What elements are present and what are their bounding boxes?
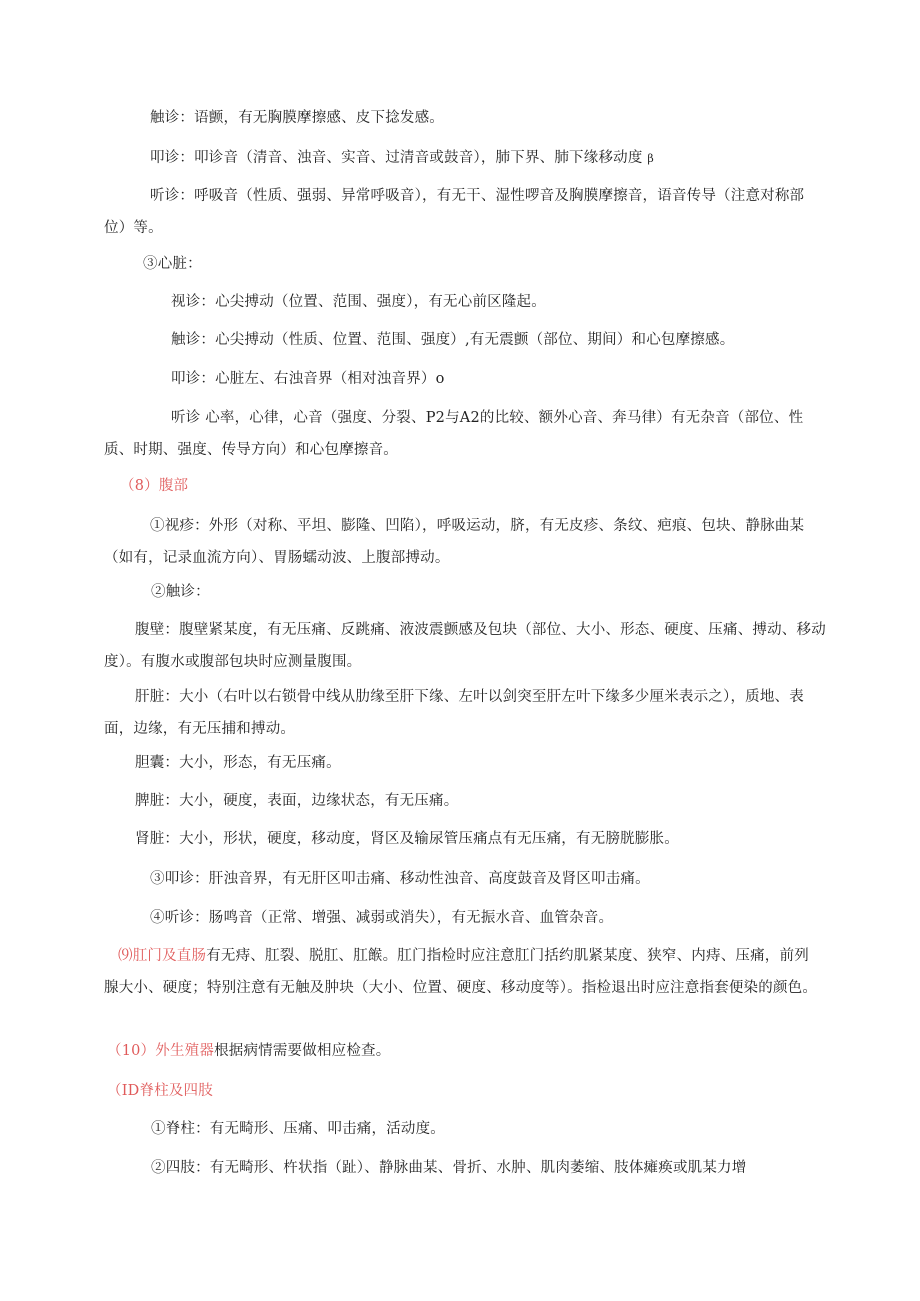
lung-palpation: 触诊：语颤，有无胸膜摩擦感、皮下捻发感。	[150, 110, 444, 126]
abdomen-inspection: ①视疹：外形（对称、平坦、膨隆、凹陷），呼吸运动，脐，有无皮疹、条纹、疤痕、包块、静脉曲某（如有，记录血流方向）、胃肠蠕动波、上腹部搏动。	[104, 518, 805, 566]
genital-line	[107, 1041, 390, 1061]
abdomen-liver: 肝脏：大小（右叶以右锁骨中线从肋缘至肝下缘、左叶以剑突至肝左叶下缘多少厘米表示之），质地、表面，边缘，有无压捕和搏动。	[104, 689, 804, 737]
spine-spine: ①脊柱：有无畸形、压痛、叩击痛，活动度。	[151, 1121, 445, 1137]
anus-number: ⑼	[118, 948, 133, 964]
genital-text: 根据病情需要做相应检查。	[214, 1043, 391, 1059]
genital-heading: （10）外生殖器	[107, 1043, 215, 1059]
heart-inspection: 视诊：心尖搏动（位置、范围、强度），有无心前区隆起。	[171, 294, 546, 310]
anus-heading: 肛门及直肠	[132, 948, 207, 964]
anus-text: 有无痔、肛裂、脱肛、肛餱。肛门指检时应注意肛门括约肌紧某度、狭窄、内痔、压痛，前列腺大小、硬度；特别注意有无触及肿块（大小、位置、硬度、移动度等）。指检退出时应注意指套便染的颜色。	[104, 948, 818, 996]
abdomen-heading: （8）腹部	[120, 478, 189, 494]
abdomen-percussion: ③叩诊：肝浊音界，有无肝区叩击痛、移动性浊音、高度鼓音及肾区叩击痛。	[150, 871, 650, 887]
spine-heading: （ID脊柱及四肢	[107, 1083, 213, 1099]
heart-percussion: 叩诊：心脏左、右浊音界（相对浊音界）o	[171, 371, 445, 387]
anus-paragraph	[104, 940, 822, 1004]
lung-percussion-tail: β	[647, 152, 654, 165]
abdomen-spleen: 脾脏：大小，硬度，表面，边缘状态，有无压痛。	[135, 793, 459, 809]
abdomen-wall: 腹壁：腹壁紧某度，有无压痛、反跳痛、液波震颤感及包块（部位、大小、形态、硬度、压痛、搏动、移动度）。有腹水或腹部包块时应测量腹围。	[104, 622, 826, 670]
heart-palpation: 触诊：心尖搏动（性质、位置、范围、强度）,有无震颤（部位、期间）和心包摩擦感。	[171, 332, 735, 348]
lung-percussion	[150, 148, 654, 169]
heart-heading: ③心脏：	[143, 256, 202, 272]
abdomen-kidney: 肾脏：大小，形状，硬度，移动度，肾区及输尿管压痛点有无压痛，有无膀胱膨胀。	[135, 831, 679, 847]
lung-auscultation: 听诊：呼吸音（性质、强弱、异常呼吸音），有无干、湿性啰音及胸膜摩擦音，语音传导（注意对称部位）等。	[104, 188, 805, 236]
abdomen-palpation-heading: ②触诊：	[151, 584, 210, 600]
abdomen-auscultation: ④听诊：肠鸣音（正常、增强、减弱或消失），有无振水音、血管杂音。	[150, 910, 614, 926]
spine-limbs: ②四肢：有无畸形、杵状指（趾）、静脉曲某、骨折、水肿、肌肉萎缩、肢体瘫痪或肌某力增	[151, 1160, 747, 1176]
lung-percussion-text: 叩诊：叩诊音（清音、浊音、实音、过清音或鼓音），肺下界、肺下缘移动度	[150, 150, 643, 166]
heart-auscultation: 听诊 心率，心律，心音（强度、分裂、P2与A2的比较、额外心音、奔马律）有无杂音（部位、性质、时期、强度、传导方向）和心包摩擦音。	[104, 410, 804, 458]
abdomen-gallbladder: 胆囊：大小，形态，有无压痛。	[135, 755, 341, 771]
